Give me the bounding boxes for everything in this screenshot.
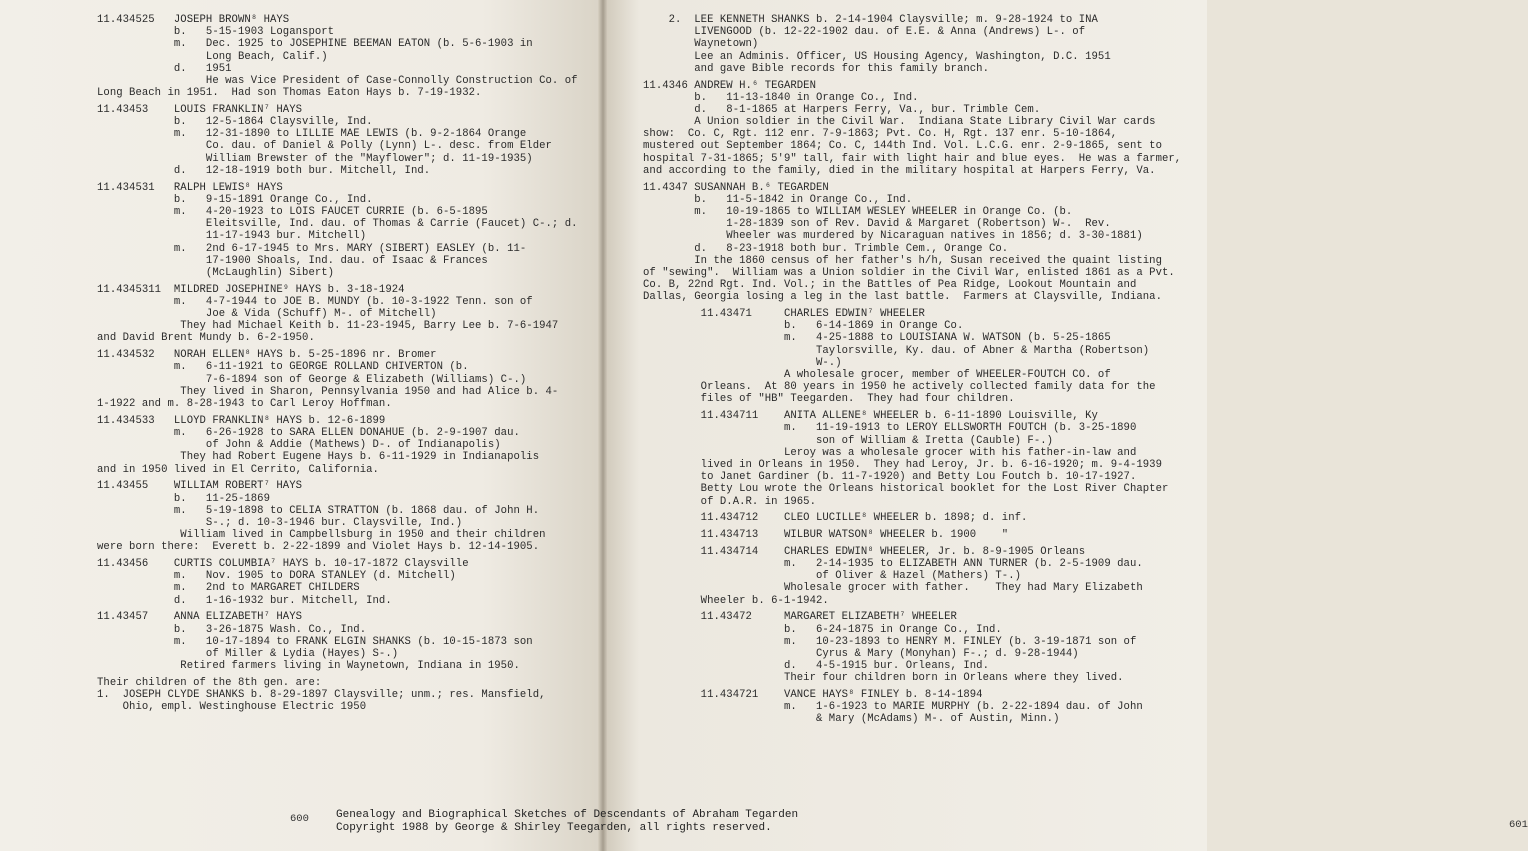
text-line: William lived in Campbellsburg in 1950 and their children: [97, 529, 546, 542]
text-line: m. 11-19-1913 to LEROY ELLSWORTH FOUTCH (b. 3-25-1890: [643, 422, 1137, 435]
text-line: Orleans. At 80 years in 1950 he actively collected family data for the: [643, 381, 1156, 394]
text-line: mustered out September 1864; Co. C, 144th Ind. Vol. L.C.G. enr. 2-9-1865, sent to: [643, 140, 1162, 153]
text-line: b. 11-13-1840 in Orange Co., Ind.: [643, 91, 919, 104]
text-line: d. 1951: [97, 62, 232, 75]
text-line: 11.434711 ANITA ALLENE⁸ WHEELER b. 6-11-1890 Louisville, Ky: [643, 410, 1098, 423]
text-line: 11.4347 SUSANNAH B.⁶ TEGARDEN: [643, 181, 829, 194]
text-line: LIVENGOOD (b. 12-22-1902 dau. of E.E. & Anna (Andrews) L-. of: [643, 26, 1086, 39]
text-line: son of William & Iretta (Cauble) F-.): [643, 434, 1054, 447]
text-line: b. 3-26-1875 Wash. Co., Ind.: [97, 623, 367, 636]
text-line: 2. LEE KENNETH SHANKS b. 2-14-1904 Claysville; m. 9-28-1924 to INA: [643, 14, 1098, 26]
text-line: m. 10-23-1893 to HENRY M. FINLEY (b. 3-19-1871 son of: [643, 635, 1137, 648]
text-line: (McLaughlin) Sibert): [97, 266, 335, 279]
text-line: Long Beach in 1951. Had son Thomas Eaton Hays b. 7-19-1932.: [97, 87, 482, 100]
text-line: Lee an Adminis. Officer, US Housing Agency, Washington, D.C. 1951: [643, 50, 1111, 63]
text-line: Taylorsville, Ky. dau. of Abner & Martha (Robertson): [643, 344, 1150, 357]
text-line: m. 2nd to MARGARET CHILDERS: [97, 582, 360, 595]
text-line: m. 1-6-1923 to MARIE MURPHY (b. 2-22-1894 dau. of John: [643, 701, 1143, 714]
text-line: b. 12-5-1864 Claysville, Ind.: [97, 116, 373, 129]
text-line: A Union soldier in the Civil War. Indiana State Library Civil War cards: [643, 116, 1156, 129]
text-line: m. 6-26-1928 to SARA ELLEN DONAHUE (b. 2-9-1907 dau.: [97, 426, 520, 439]
text-line: W-.): [643, 356, 842, 369]
text-line: 11.434714 CHARLES EDWIN⁸ WHEELER, Jr. b. 8-9-1905 Orleans: [643, 545, 1086, 558]
text-line: In the 1860 census of her father's h/h, Susan received the quaint listing: [643, 254, 1162, 267]
text-line: m. 2nd 6-17-1945 to Mrs. MARY (SIBERT) EASLEY (b. 11-: [97, 242, 527, 255]
text-line: hospital 7-31-1865; 5'9" tall, fair with light hair and blue eyes. He was a farmer,: [643, 152, 1182, 165]
text-line: b. 6-24-1875 in Orange Co., Ind.: [643, 623, 1002, 636]
footer-title: Genealogy and Biographical Sketches of Descendants of Abraham Tegarden: [336, 809, 799, 821]
page-footer: [336, 809, 798, 835]
text-line: & Mary (McAdams) M-. of Austin, Minn.): [643, 713, 1060, 726]
right-page-text: [643, 14, 1181, 726]
text-line: 11.434532 NORAH ELLEN⁸ HAYS b. 5-25-1896 nr. Bromer: [97, 349, 437, 362]
text-line: 17-1900 Shoals, Ind. dau. of Isaac & Frances: [97, 254, 488, 267]
text-line: They had Michael Keith b. 11-23-1945, Barry Lee b. 7-6-1947: [97, 320, 559, 333]
text-line: 1. JOSEPH CLYDE SHANKS b. 8-29-1897 Claysville; unm.; res. Mansfield,: [97, 689, 546, 702]
text-line: He was Vice President of Case-Connolly Construction Co. of: [97, 74, 578, 87]
text-line: Ohio, empl. Westinghouse Electric 1950: [97, 701, 367, 714]
text-line: 11.434533 LLOYD FRANKLIN⁸ HAYS b. 12-6-1899: [97, 414, 386, 427]
text-line: Waynetown): [643, 38, 759, 51]
text-line: d. 1-16-1932 bur. Mitchell, Ind.: [97, 594, 392, 607]
text-line: Co. dau. of Daniel & Polly (Lynn) L-. desc. from Elder: [97, 140, 552, 153]
text-line: 11.43472 MARGARET ELIZABETH⁷ WHEELER: [643, 611, 957, 624]
text-line: were born there: Everett b. 2-22-1899 and Violet Hays b. 12-14-1905.: [97, 541, 540, 554]
text-line: 11.43456 CURTIS COLUMBIA⁷ HAYS b. 10-17-1872 Claysville: [97, 558, 469, 571]
text-line: Dallas, Georgia losing a leg in the last battle. Farmers at Claysville, Indiana.: [643, 291, 1162, 304]
text-line: 11.434531 RALPH LEWIS⁸ HAYS: [97, 181, 283, 194]
text-line: 1-28-1839 son of Rev. David & Margaret (Robertson) W-. Rev.: [643, 218, 1111, 231]
text-line: d. 8-1-1865 at Harpers Ferry, Va., bur. Trimble Cem.: [643, 103, 1041, 116]
text-line: S-.; d. 10-3-1946 bur. Claysville, Ind.): [97, 516, 463, 529]
text-line: m. 2-14-1935 to ELIZABETH ANN TURNER (b. 2-5-1909 dau.: [643, 558, 1143, 571]
text-line: m. Dec. 1925 to JOSEPHINE BEEMAN EATON (b. 5-6-1903 in: [97, 38, 533, 51]
text-line: m. 4-25-1888 to LOUISIANA W. WATSON (b. 5-25-1865: [643, 332, 1111, 345]
text-line: m. 4-20-1923 to LOIS FAUCET CURRIE (b. 6-5-1895: [97, 206, 488, 218]
text-line: of "sewing". William was a Union soldier in the Civil War, enlisted 1861 as a Pvt.: [643, 266, 1175, 279]
right-page-number: 601: [1509, 819, 1528, 831]
text-line: b. 5-15-1903 Logansport: [97, 26, 335, 39]
text-line: William Brewster of the "Mayflower"; d. 11-19-1935): [97, 152, 533, 165]
text-line: and according to the family, died in the military hospital at Harpers Ferry, Va.: [643, 164, 1156, 177]
text-line: 11.434721 VANCE HAYS⁸ FINLEY b. 8-14-1894: [643, 689, 983, 702]
text-line: show: Co. C, Rgt. 112 enr. 7-9-1863; Pvt. Co. H, Rgt. 137 enr. 5-10-1864,: [643, 128, 1118, 141]
left-page: [0, 0, 603, 851]
text-line: m. 10-19-1865 to WILLIAM WESLEY WHEELER in Orange Co. (b.: [643, 206, 1073, 218]
text-line: 11-17-1943 bur. Mitchell): [97, 230, 367, 243]
text-line: 11.43471 CHARLES EDWIN⁷ WHEELER: [643, 308, 925, 321]
text-line: m. 6-11-1921 to GEORGE ROLLAND CHIVERTON (b.: [97, 361, 469, 374]
book-gutter: [598, 0, 608, 851]
text-line: 11.4345311 MILDRED JOSEPHINE⁹ HAYS b. 3-18-1924: [97, 283, 405, 296]
text-line: Wholesale grocer with father. They had Mary Elizabeth: [643, 582, 1143, 595]
text-line: 11.434525 JOSEPH BROWN⁸ HAYS: [97, 14, 290, 26]
text-line: and in 1950 lived in El Cerrito, California.: [97, 463, 379, 476]
text-line: and David Brent Mundy b. 6-2-1950.: [97, 332, 315, 345]
text-line: A wholesale grocer, member of WHEELER-FOUTCH CO. of: [643, 369, 1111, 382]
text-line: lived in Orleans in 1950. They had Leroy, Jr. b. 6-16-1920; m. 9-4-1939: [643, 458, 1162, 471]
text-line: of Miller & Lydia (Hayes) S-.): [97, 647, 399, 660]
text-line: d. 8-23-1918 both bur. Trimble Cem., Orange Co.: [643, 242, 1009, 255]
text-line: They lived in Sharon, Pennsylvania 1950 and had Alice b. 4-: [97, 385, 559, 398]
text-line: of Oliver & Hazel (Mathers) T-.): [643, 570, 1022, 583]
text-line: m. 12-31-1890 to LILLIE MAE LEWIS (b. 9-2-1864 Orange: [97, 128, 527, 141]
text-line: Wheeler b. 6-1-1942.: [643, 594, 829, 607]
text-line: Joe & Vida (Schuff) M-. of Mitchell): [97, 308, 437, 321]
text-line: Eleitsville, Ind. dau. of Thomas & Carrie (Faucet) C-.; d.: [97, 218, 578, 231]
text-line: b. 9-15-1891 Orange Co., Ind.: [97, 193, 373, 206]
text-line: 11.43457 ANNA ELIZABETH⁷ HAYS: [97, 611, 303, 624]
text-line: m. Nov. 1905 to DORA STANLEY (d. Mitchell): [97, 570, 456, 583]
text-line: 11.434713 WILBUR WATSON⁸ WHEELER b. 1900 ": [643, 529, 1009, 542]
left-page-number: 600: [290, 813, 309, 825]
right-page: [603, 0, 1528, 851]
text-line: Retired farmers living in Waynetown, Indiana in 1950.: [97, 660, 520, 673]
text-line: m. 4-7-1944 to JOE B. MUNDY (b. 10-3-1922 Tenn. son of: [97, 295, 533, 308]
text-line: d. 12-18-1919 both bur. Mitchell, Ind.: [97, 164, 431, 177]
footer-copyright: Copyright 1988 by George & Shirley Teegarden, all rights reserved.: [336, 822, 772, 834]
text-line: 11.4346 ANDREW H.⁶ TEGARDEN: [643, 79, 816, 92]
text-line: Co. B, 22nd Rgt. Ind. Vol.; in the Battles of Pea Ridge, Lookout Mountain and: [643, 279, 1137, 292]
text-line: Their children of the 8th gen. are:: [97, 676, 322, 689]
text-line: 11.434712 CLEO LUCILLE⁸ WHEELER b. 1898; d. inf.: [643, 512, 1028, 525]
text-line: m. 5-19-1898 to CELIA STRATTON (b. 1868 dau. of John H.: [97, 504, 540, 517]
text-line: They had Robert Eugene Hays b. 6-11-1929 in Indianapolis: [97, 451, 540, 464]
text-line: to Janet Gardiner (b. 11-7-1920) and Betty Lou Foutch b. 10-17-1927.: [643, 471, 1137, 484]
text-line: b. 11-5-1842 in Orange Co., Ind.: [643, 193, 913, 206]
text-line: of John & Addie (Mathews) D-. of Indianapolis): [97, 439, 501, 452]
text-line: b. 11-25-1869: [97, 492, 270, 505]
text-line: Their four children born in Orleans where they lived.: [643, 672, 1124, 685]
text-line: of D.A.R. in 1965.: [643, 495, 816, 508]
text-line: 7-6-1894 son of George & Elizabeth (Williams) C-.): [97, 373, 527, 386]
text-line: Wheeler was murdered by Nicaraguan natives in 1856; d. 3-30-1881): [643, 230, 1143, 243]
text-line: d. 4-5-1915 bur. Orleans, Ind.: [643, 660, 989, 673]
text-line: Leroy was a wholesale grocer with his father-in-law and: [643, 446, 1137, 459]
text-line: Long Beach, Calif.): [97, 50, 328, 63]
text-line: m. 10-17-1894 to FRANK ELGIN SHANKS (b. 10-15-1873 son: [97, 635, 533, 648]
text-line: and gave Bible records for this family branch.: [643, 62, 989, 75]
text-line: Cyrus & Mary (Monyhan) F-.; d. 9-28-1944): [643, 647, 1079, 660]
text-line: 11.43453 LOUIS FRANKLIN⁷ HAYS: [97, 103, 303, 116]
text-line: Betty Lou wrote the Orleans historical booklet for the Lost River Chapter: [643, 483, 1169, 496]
left-page-text: [97, 14, 578, 713]
text-line: 1-1922 and m. 8-28-1943 to Carl Leroy Hoffman.: [97, 398, 392, 410]
text-line: b. 6-14-1869 in Orange Co.: [643, 320, 964, 333]
text-line: 11.43455 WILLIAM ROBERT⁷ HAYS: [97, 480, 303, 493]
text-line: files of "HB" Teegarden. They had four children.: [643, 393, 1015, 406]
